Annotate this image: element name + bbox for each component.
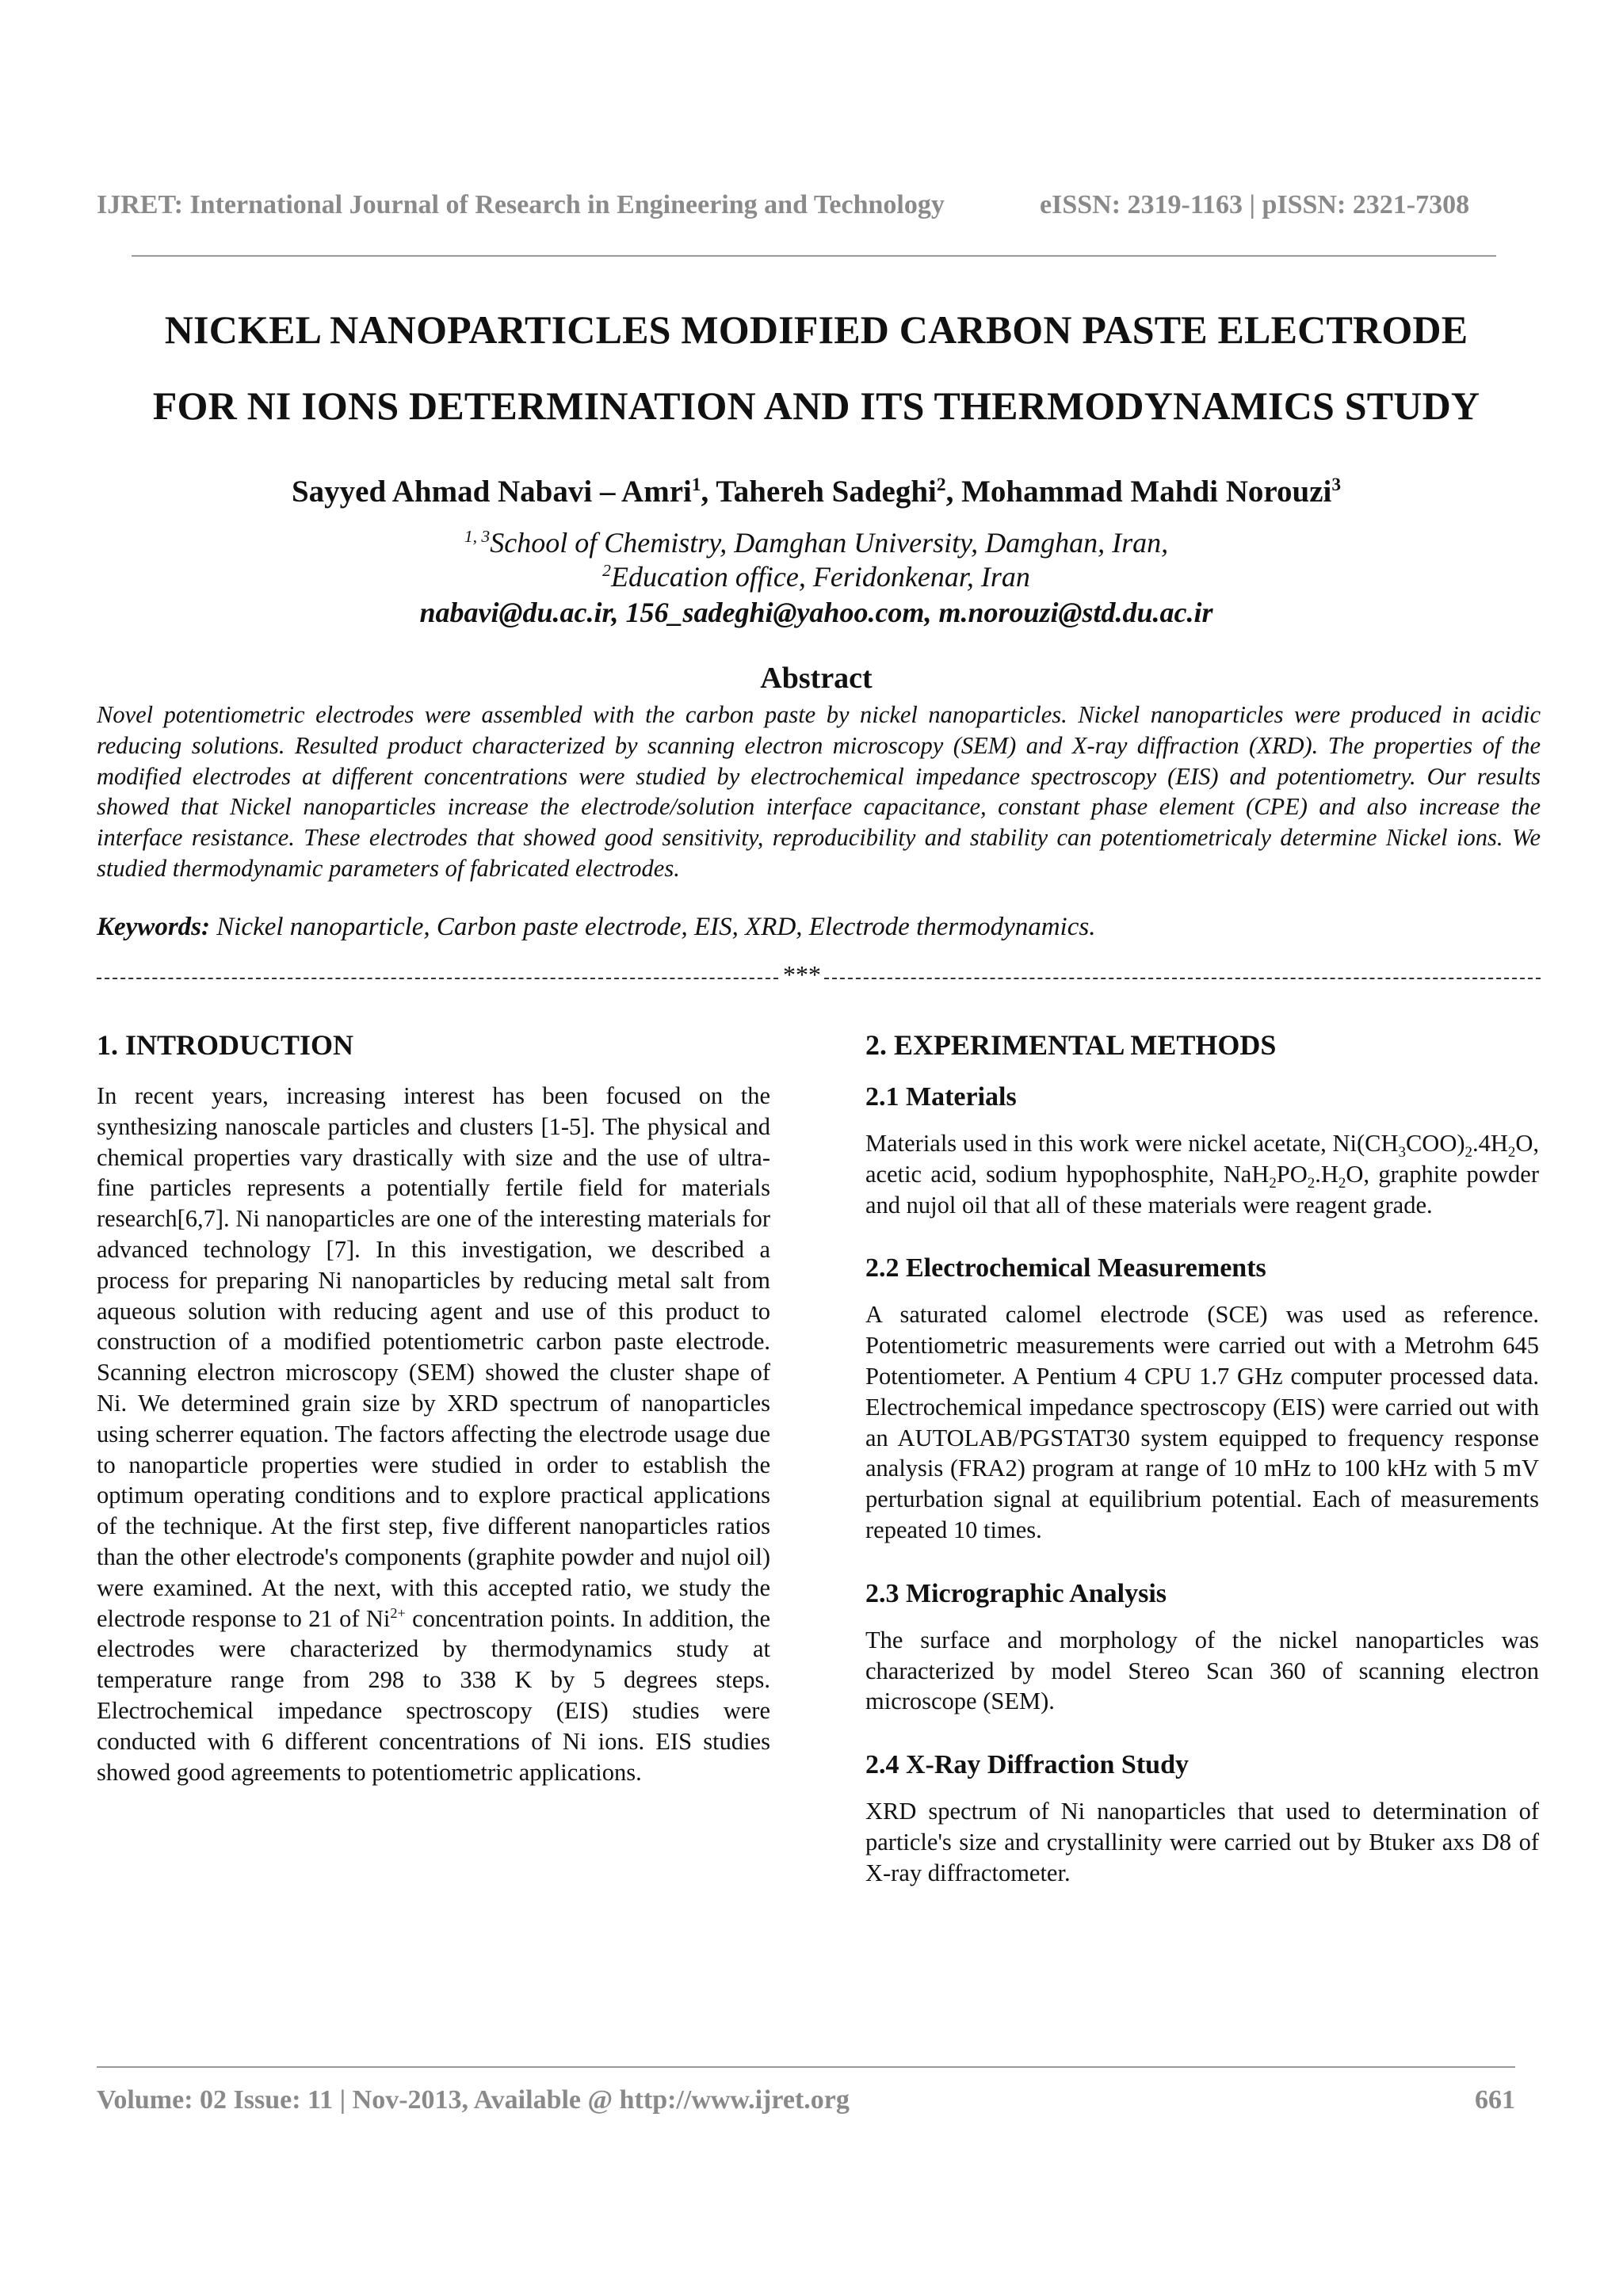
subscript: 2: [1269, 1174, 1277, 1192]
footer-info: Volume: 02 Issue: 11 | Nov-2013, Available @ http://www.ijret.org: [97, 2085, 850, 2115]
issn-info: eISSN: 2319-1163 | pISSN: 2321-7308: [1040, 190, 1470, 219]
section-separator: [97, 960, 1541, 992]
separator-dashes-right: [824, 978, 1541, 979]
email-link[interactable]: m.norouzi@std.du.ac.ir: [938, 597, 1213, 628]
introduction-text-part: concentration points. In addition, the electrodes were characterized by thermodynamics study at temperature range from 298 to 338 K by 5 degrees steps. Electrochemical impedance spectroscopy (EIS) studies were conducted with 6 different concentrations of Ni ions. EIS studies showed good agreements to potentiometric applications.: [97, 1604, 771, 1786]
author-affiliation-mark: 1: [691, 475, 701, 495]
micrographic-heading: 2.3 Micrographic Analysis: [865, 1578, 1167, 1608]
introduction-heading: 1. INTRODUCTION: [97, 1029, 354, 1061]
electrochemical-heading: 2.2 Electrochemical Measurements: [865, 1253, 1266, 1283]
separator-dashes-left: [97, 978, 778, 979]
left-column: [97, 1028, 770, 1787]
author-affiliation-mark: 3: [1331, 475, 1342, 495]
materials-text-part: O, graphite powder and nujol oil that all of these materials were reagent grade.: [865, 1160, 1539, 1219]
experimental-heading: 2. EXPERIMENTAL METHODS: [865, 1029, 1277, 1061]
paper-title: [79, 292, 1553, 444]
right-column: [865, 1028, 1539, 1922]
affiliation-text: Education office, Feridonkenar, Iran: [610, 561, 1030, 593]
materials-text: [865, 1128, 1539, 1220]
affiliation-text: School of Chemistry, Damghan University, Damghan, Iran,: [490, 527, 1169, 559]
materials-text-part: .H: [1315, 1160, 1338, 1188]
keywords: [97, 913, 1541, 942]
materials-text-part: Materials used in this work were nickel acetate, Ni(CH: [865, 1130, 1399, 1157]
materials-text-part: PO: [1276, 1160, 1308, 1188]
introduction-text: [97, 1081, 770, 1787]
title-line: FOR NI IONS DETERMINATION AND ITS THERMODYNAMICS STUDY: [152, 383, 1480, 428]
subscript: 2: [1307, 1174, 1316, 1192]
author-list: Sayyed Ahmad Nabavi – Amri$^1$, Tahereh Sadeghi$^2$, Mohammad Mahdi Norouzi$^3$: [291, 475, 1342, 509]
ion-charge: 2+: [390, 1604, 406, 1621]
subscript: 2: [1507, 1144, 1516, 1161]
subscript: 2: [1338, 1174, 1346, 1192]
journal-name: IJRET: International Journal of Research in Engineering and Technology: [97, 190, 945, 219]
materials-text-part: .4H: [1472, 1130, 1508, 1157]
subscript: 3: [1398, 1144, 1406, 1161]
page-number: 661: [1475, 2085, 1515, 2115]
author-name: Tahereh Sadeghi: [716, 475, 937, 509]
author-name: Sayyed Ahmad Nabavi – Amri: [291, 475, 692, 509]
abstract-text: Novel potentiometric electrodes were assembled with the carbon paste by nickel nanoparticles. Nickel nanoparticles were produced in acidic reducing solutions. Resulted product characterized by scanning electron microscopy (SEM) and X-ray diffraction (XRD). The properties of the modified electrodes at different concentrations were studied by electrochemical impedance spectroscopy (EIS) and potentiometry. Our results showed that Nickel nanoparticles increase the electrode/solution interface capacitance, constant phase element (CPE) and also increase the interface resistance. These electrodes that showed good sensitivity, reproducibility and stability can potentiometricaly determine Nickel ions. We studied thermodynamic parameters of fabricated electrodes.: [97, 701, 1541, 882]
affiliation: [79, 526, 1553, 559]
materials-heading: 2.1 Materials: [865, 1082, 1017, 1112]
author-affiliation-mark: 2: [936, 475, 946, 495]
email-link[interactable]: nabavi@du.ac.ir: [419, 597, 612, 628]
author-emails: nabavi@du.ac.ir, 156_sadeghi@yahoo.com, m.norouzi@std.du.ac.ir: [419, 597, 1213, 628]
xray-text: XRD spectrum of Ni nanoparticles that used to determination of particle's size and crystallinity were carried out by Btuker axs D8 of X-ray diffractometer.: [865, 1798, 1539, 1886]
keywords-label: Keywords:: [97, 913, 210, 941]
introduction-text-part: In recent years, increasing interest has been focused on the synthesizing nanoscale particles and clusters [1-5]. The physical and chemical properties vary drastically with size and the use of ultra-fine particles represents a potentially fertile field for materials research[6,7]. Ni nanoparticles are one of the interesting materials for advanced technology [7]. In this investigation, we described a process for preparing Ni nanoparticles by reducing metal salt from aqueous solution with reducing agent and use of this product to construction of a modified potentiometric carbon paste electrode. Scanning electron microscopy (SEM) showed the cluster shape of Ni. We determined grain size by XRD spectrum of nanoparticles using scherrer equation. The factors affecting the electrode usage due to nanoparticle properties were studied in order to establish the optimum operating conditions and to explore practical applications of the technique. At the first step, five different nanoparticles ratios than the other electrode's components (graphite powder and nujol oil) were examined. At the next, with this accepted ratio, we study the electrode response to 21 of Ni: [97, 1082, 770, 1632]
electrochemical-text: A saturated calomel electrode (SCE) was used as reference. Potentiometric measurements were carried out with a Metrohm 645 Potentiometer. A Pentium 4 CPU 1.7 GHz computer processed data. Electrochemical impedance spectroscopy (EIS) were carried out with an AUTOLAB/PGSTAT30 system equipped to frequency response analysis (FRA2) program at range of 10 mHz to 100 kHz with 5 mV perturbation signal at equilibrium potential. Each of measurements repeated 10 times.: [865, 1301, 1539, 1543]
xray-heading: 2.4 X-Ray Diffraction Study: [865, 1750, 1189, 1780]
affiliation-mark: 1, 3: [464, 527, 491, 546]
author-name: Mohammad Mahdi Norouzi: [961, 475, 1332, 509]
subscript: 2: [1465, 1144, 1472, 1161]
materials-text-part: COO): [1405, 1130, 1465, 1157]
email-link[interactable]: 156_sadeghi@yahoo.com: [625, 597, 925, 628]
footer-rule: [97, 2066, 1515, 2068]
affiliation: [79, 560, 1553, 593]
separator-stars: ***: [783, 960, 821, 989]
affiliation-mark: 2: [602, 561, 611, 580]
keywords-text: Nickel nanoparticle, Carbon paste electrode, EIS, XRD, Electrode thermodynamics.: [210, 913, 1096, 941]
title-line: NICKEL NANOPARTICLES MODIFIED CARBON PASTE ELECTRODE: [164, 307, 1468, 352]
micrographic-text: The surface and morphology of the nickel nanoparticles was characterized by model Stereo Scan 360 of scanning electron microscope (SEM).: [865, 1626, 1539, 1715]
materials-text-part: O, acetic acid, sodium hypophosphite, NaH: [865, 1130, 1539, 1188]
abstract-heading: Abstract: [760, 662, 873, 695]
header-rule: [132, 255, 1496, 257]
